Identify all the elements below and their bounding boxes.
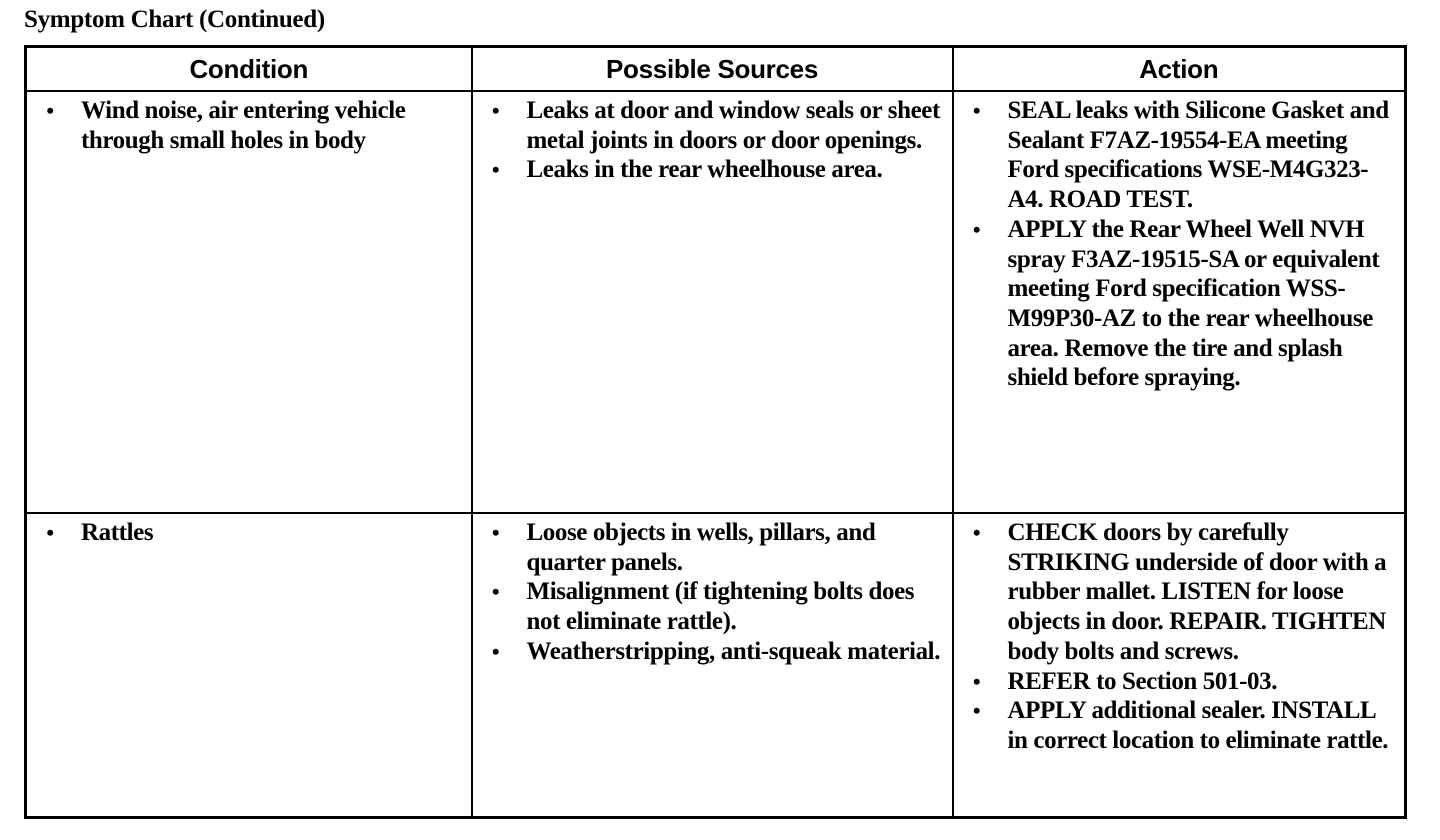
list-item <box>962 667 1397 697</box>
list-item <box>481 96 944 155</box>
sources-list <box>481 96 944 185</box>
condition-header: Condition <box>26 47 472 92</box>
action-header: Action <box>953 47 1406 92</box>
header-row <box>26 47 1406 92</box>
bullet-icon: • <box>491 157 500 183</box>
list-item <box>35 96 463 155</box>
condition-list <box>35 518 463 548</box>
list-item <box>481 518 944 577</box>
list-item <box>481 637 944 667</box>
page-title: Symptom Chart (Continued) <box>24 6 325 33</box>
list-item <box>962 215 1397 393</box>
bullet-icon: • <box>491 579 500 605</box>
bullet-icon: • <box>491 520 500 545</box>
source-text: Leaks at door and window seals or sheet metal joints in doors or door openings. <box>526 97 940 154</box>
list-item <box>962 96 1397 215</box>
action-text: APPLY additional sealer. INSTALL in correct location to eliminate rattle. <box>1007 697 1389 754</box>
source-text: Leaks in the rear wheelhouse area. <box>526 156 883 184</box>
condition-cell <box>26 513 472 818</box>
bullet-icon: • <box>972 668 981 694</box>
list-item <box>481 155 944 185</box>
actions-list <box>962 518 1397 756</box>
list-item <box>481 577 944 636</box>
sources-list <box>481 518 944 667</box>
action-text: APPLY the Rear Wheel Well NVH spray F3AZ-19515-SA or equivalent meeting Ford specification WSS-M99P30-AZ to the rear wheelhouse area. Remove the tire and splash shield before spraying. <box>1007 215 1380 392</box>
action-text: REFER to Section 501-03. <box>1007 667 1278 695</box>
bullet-icon: • <box>972 216 981 242</box>
bullet-icon: • <box>46 520 54 545</box>
bullet-icon: • <box>972 98 981 123</box>
list-item <box>35 518 463 548</box>
action-text: CHECK doors by carefully STRIKING underside of door with a rubber mallet. LISTEN for loose objects in door. REPAIR. TIGHTEN body bolts and screws. <box>1007 519 1387 665</box>
bullet-icon: • <box>972 698 981 724</box>
action-cell <box>953 91 1406 513</box>
action-text: SEAL leaks with Silicone Gasket and Sealant F7AZ-19554-EA meeting Ford specifications WSE-M4G323-A4. ROAD TEST. <box>1007 97 1389 214</box>
list-item <box>962 518 1397 667</box>
bullet-icon: • <box>46 98 54 123</box>
table-row <box>26 91 1406 513</box>
sources-cell <box>472 513 953 818</box>
condition-list <box>35 96 463 155</box>
condition-text: Wind noise, air entering vehicle through small holes in body <box>81 97 406 154</box>
symptom-chart-table <box>24 45 1407 819</box>
source-text: Misalignment (if tightening bolts does not eliminate rattle). <box>526 578 915 636</box>
table-row <box>26 513 1406 818</box>
bullet-icon: • <box>972 520 981 545</box>
source-text: Weatherstripping, anti-squeak material. <box>526 637 941 665</box>
sources-cell <box>472 91 953 513</box>
possible-sources-header: Possible Sources <box>472 47 953 92</box>
condition-cell <box>26 91 472 513</box>
action-cell <box>953 513 1406 818</box>
actions-list <box>962 96 1397 393</box>
bullet-icon: • <box>491 98 500 123</box>
condition-text: Rattles <box>81 519 154 546</box>
bullet-icon: • <box>491 638 500 664</box>
list-item <box>962 696 1397 755</box>
source-text: Loose objects in wells, pillars, and quarter panels. <box>526 519 876 576</box>
